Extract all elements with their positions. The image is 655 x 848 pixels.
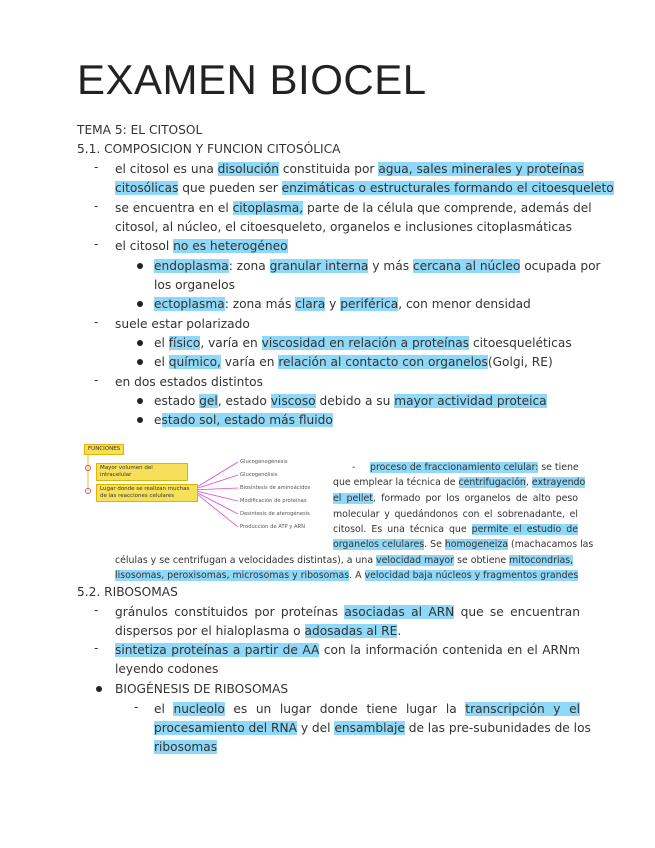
frac-line-2: que emplear la técnica de centrifugación, extrayendo xyxy=(333,477,586,488)
highlight: lisosomas, peroxisomas, microsomas y ribosomas xyxy=(115,570,350,581)
ribosome-bullet-2-line-2: leyendo codones xyxy=(115,662,219,676)
highlight: adosadas al RE xyxy=(304,624,398,638)
highlight: sintetiza proteínas a partir de AA xyxy=(115,643,320,657)
mindmap-item: Biosíntesis de aminoácidos xyxy=(240,485,311,491)
mindmap-item: Modificación de proteínas xyxy=(240,498,307,504)
section-heading-1: 5.1. COMPOSICION Y FUNCION CITOSÓLICA xyxy=(77,142,341,156)
highlight: velocidad baja núcleos y fragmentos grandes xyxy=(364,570,579,581)
mindmap-dot xyxy=(85,465,91,471)
tema-heading: TEMA 5: EL CITOSOL xyxy=(77,123,203,137)
highlight: el pellet xyxy=(333,493,373,504)
bullet-1-line-1: el citosol es una disolución constituida por agua, sales minerales y proteínas xyxy=(115,162,584,176)
highlight: centrifugación xyxy=(458,477,526,488)
mindmap-node-1: Mayor volumen del intracelular xyxy=(96,463,188,481)
highlight: velocidad mayor xyxy=(376,555,455,566)
dash-bullet: - xyxy=(352,462,356,473)
ribosome-bullet-1-line-2: dispersos por el hialoplasma o adosadas al RE. xyxy=(115,624,402,638)
highlight: permite el estudio de xyxy=(471,524,578,535)
bullet-dot xyxy=(137,417,143,423)
bullet-3a-line-1: endoplasma: zona granular interna y más cercana al núcleo ocupada por xyxy=(154,259,601,273)
bullet-3a-line-2: los organelos xyxy=(154,278,235,292)
highlight: cercana al núcleo xyxy=(412,259,521,273)
ribosome-bullet-3: BIOGÉNESIS DE RIBOSOMAS xyxy=(115,682,289,696)
highlight: viscosidad en relación a proteínas xyxy=(261,336,470,350)
bullet-dot xyxy=(137,398,143,404)
highlight: extrayendo xyxy=(531,477,586,488)
bullet-dot xyxy=(137,340,143,346)
bullet-dot xyxy=(137,301,143,307)
highlight: clara xyxy=(295,297,326,311)
dash-bullet: - xyxy=(94,641,99,655)
highlight: mitocondrias, xyxy=(509,555,574,566)
mindmap-item: Glucogenogénesis xyxy=(240,459,288,465)
highlight: gel xyxy=(199,394,218,408)
bullet-2-line-1: se encuentra en el citoplasma, parte de la célula que comprende, además del xyxy=(115,201,592,215)
frac-line-4: molecular y quedándonos con el sobrenadante, el xyxy=(333,509,578,520)
bullet-5b: estado sol, estado más fluido xyxy=(154,413,333,427)
ribosome-bullet-3a-line-1: el nucleolo es un lugar donde tiene lugar la transcripción y el xyxy=(154,702,580,716)
frac-line-3: el pellet, formado por los organelos de alto peso xyxy=(333,493,578,504)
highlight: nucleolo xyxy=(173,702,225,716)
highlight: ectoplasma xyxy=(154,297,225,311)
bullet-dot xyxy=(137,263,143,269)
bullet-1-line-2: citosólicas que pueden ser enzimáticas o estructurales formando el citoesqueleto xyxy=(115,181,614,195)
highlight: proceso de fraccionamiento celular: xyxy=(370,462,539,473)
page-title: EXAMEN BIOCEL xyxy=(77,56,427,103)
mindmap-item: Glucogenólisis xyxy=(240,472,278,478)
frac-line-7: células y se centrifugan a velocidades distintas), a una velocidad mayor se obtiene mitocondrias, xyxy=(115,555,574,566)
highlight: homogeneiza xyxy=(444,539,509,550)
highlight: ensamblaje xyxy=(334,721,405,735)
dash-bullet: - xyxy=(94,373,99,387)
frac-line-6: organelos celulares. Se homogeneiza (machacamos las xyxy=(333,539,594,550)
highlight: asociadas al ARN xyxy=(344,605,455,619)
highlight: enzimáticas o estructurales formando el citoesqueleto xyxy=(281,181,614,195)
mindmap-item: Desintesis de aterogénesis xyxy=(240,511,310,517)
dash-bullet: - xyxy=(94,603,99,617)
bullet-4b: el químico, varía en relación al contacto con organelos(Golgi, RE) xyxy=(154,355,553,369)
dash-bullet: - xyxy=(94,160,99,174)
ribosome-bullet-3a-line-3 xyxy=(154,738,217,757)
highlight: periférica xyxy=(340,297,399,311)
bullet-4a: el físico, varía en viscosidad en relación a proteínas citoesqueléticas xyxy=(154,336,572,350)
highlight: endoplasma xyxy=(154,259,229,273)
mindmap-item: Producción de ATP y ARN xyxy=(240,524,306,530)
mindmap-root: FUNCIONES xyxy=(84,444,124,455)
ribosome-bullet-3a-line-2: procesamiento del RNA y del ensamblaje de las pre-subunidades de los xyxy=(154,721,591,735)
highlight: organelos celulares xyxy=(333,539,425,550)
highlight: procesamiento del RNA xyxy=(154,721,297,735)
ribosome-bullet-2-line-1: sintetiza proteínas a partir de AA con la información contenida en el ARNm xyxy=(115,643,580,657)
highlight: granular interna xyxy=(269,259,369,273)
highlight: ribosomas xyxy=(154,740,218,754)
highlight: no es heterogéneo xyxy=(173,239,288,253)
mindmap-dot xyxy=(85,488,91,494)
section-heading-2: 5.2. RIBOSOMAS xyxy=(77,585,178,599)
bullet-dot xyxy=(96,686,102,692)
mindmap-node-2: Lugar donde se realizan muchas de las reacciones celulares xyxy=(96,484,198,502)
highlight: citosólicas xyxy=(115,181,179,195)
dash-bullet: - xyxy=(94,199,99,213)
highlight: stado sol, estado más fluido xyxy=(161,413,333,427)
bullet-2-line-2: citosol, al núcleo, el citoesqueleto, organelos e inclusiones citoplasmáticas xyxy=(115,220,572,234)
frac-line-8: lisosomas, peroxisomas, microsomas y ribosomas. A velocidad baja núcleos y fragmentos grandes xyxy=(115,570,579,581)
highlight: viscoso xyxy=(270,394,316,408)
dash-bullet: - xyxy=(134,700,139,714)
highlight: físico xyxy=(168,336,201,350)
functions-mindmap xyxy=(80,440,330,540)
highlight: mayor actividad proteica xyxy=(394,394,547,408)
bullet-5: en dos estados distintos xyxy=(115,375,263,389)
highlight: disolución xyxy=(217,162,279,176)
dash-bullet: - xyxy=(94,315,99,329)
highlight: relación al contacto con organelos xyxy=(278,355,488,369)
highlight: químico, xyxy=(168,355,221,369)
dash-bullet: - xyxy=(94,237,99,251)
highlight: transcripción y el xyxy=(465,702,580,716)
bullet-3b: ectoplasma: zona más clara y periférica, con menor densidad xyxy=(154,297,531,311)
frac-line-1: proceso de fraccionamiento celular: se tiene xyxy=(370,462,579,473)
bullet-dot xyxy=(137,359,143,365)
frac-line-5: citosol. Es una técnica que permite el estudio de xyxy=(333,524,578,535)
highlight: citoplasma, xyxy=(232,201,304,215)
ribosome-bullet-1-line-1: gránulos constituidos por proteínas asociadas al ARN que se encuentran xyxy=(115,605,580,619)
highlight: agua, sales minerales y proteínas xyxy=(378,162,584,176)
bullet-3: el citosol no es heterogéneo xyxy=(115,239,288,253)
bullet-5a: estado gel, estado viscoso debido a su mayor actividad proteica xyxy=(154,394,547,408)
bullet-4: suele estar polarizado xyxy=(115,317,250,331)
